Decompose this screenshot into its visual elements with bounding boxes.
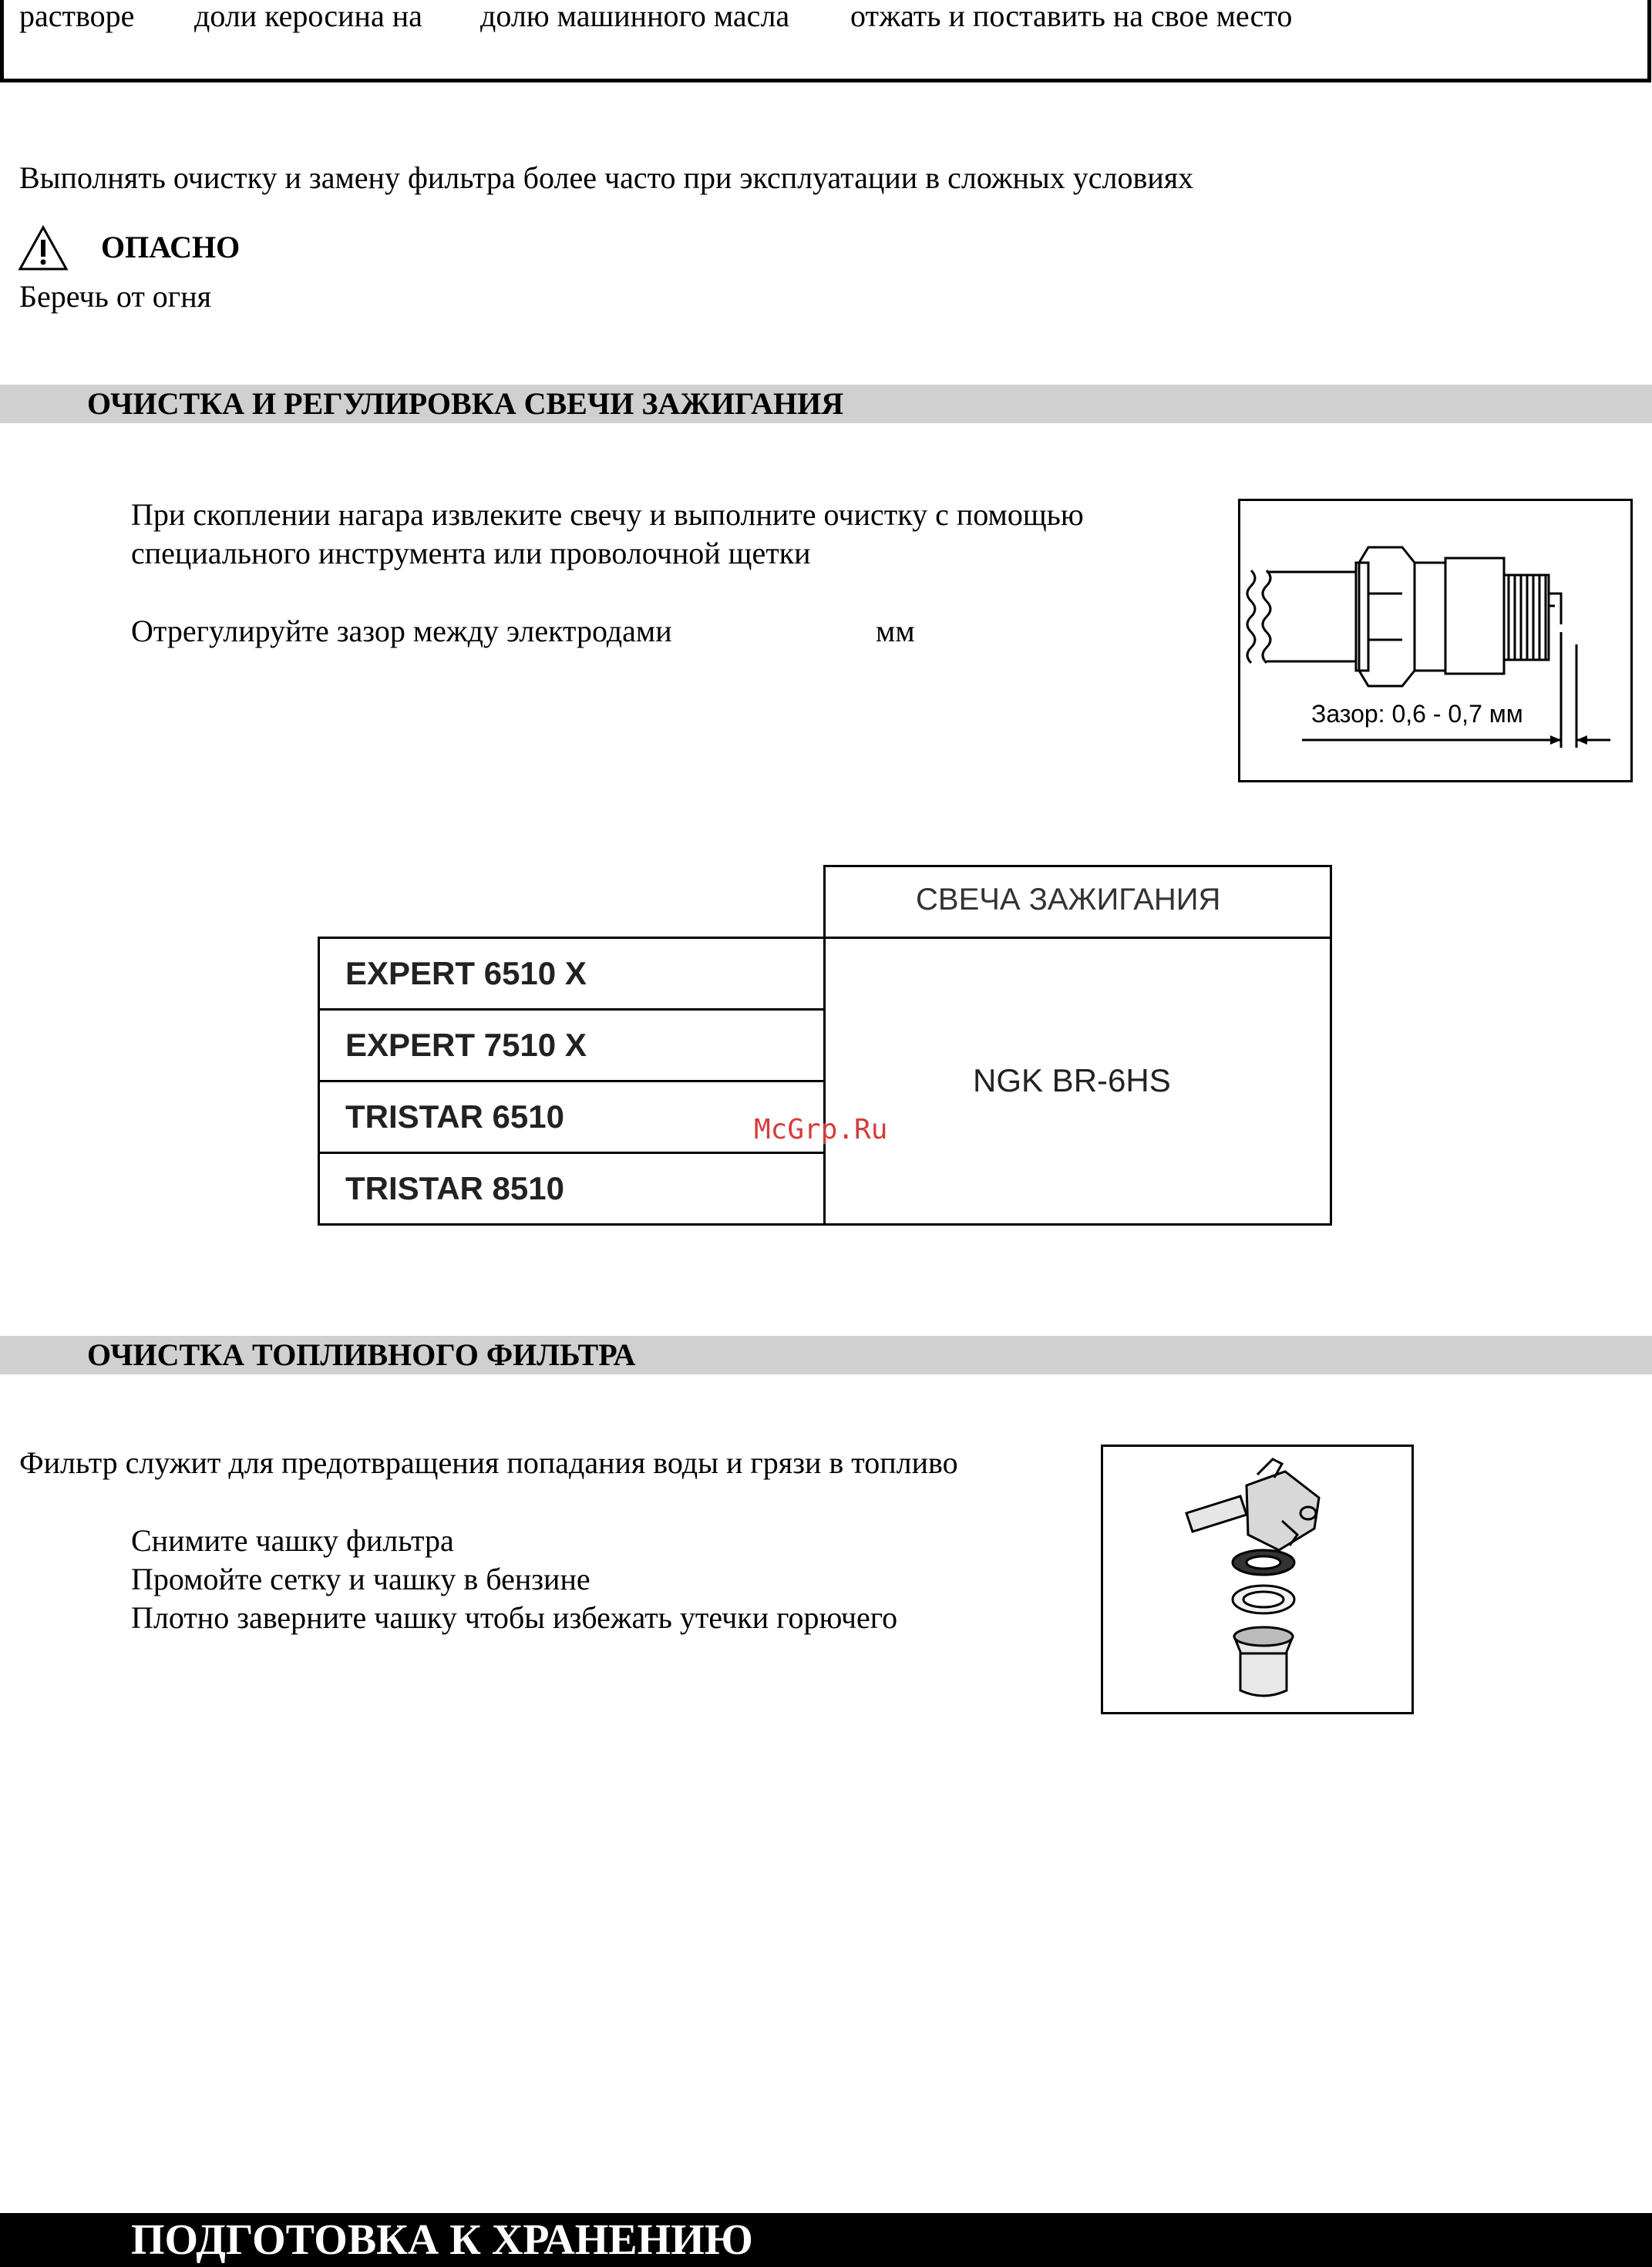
footer-bar	[0, 2213, 1652, 2267]
spark-instruction-line2: специального инструмента или проволочной щетки	[131, 536, 811, 570]
fuel-step-1: Снимите чашку фильтра	[131, 1523, 454, 1558]
top-segment-3: долю машинного масла	[480, 0, 790, 33]
table-header: СВЕЧА ЗАЖИГАНИЯ	[916, 883, 1221, 917]
fuel-step-3: Плотно заверните чашку чтобы избежать утечки горючего	[131, 1600, 898, 1635]
fuel-section-header	[0, 1336, 1652, 1374]
table-value: NGK BR-6HS	[973, 1062, 1171, 1098]
table-row-model: TRISTAR 6510	[345, 1098, 564, 1135]
top-segment-2: доли керосина на	[194, 0, 422, 33]
gap-instruction: Отрегулируйте зазор между электродами	[131, 614, 672, 648]
air-filter-note: Выполнять очистку и замену фильтра более часто при эксплуатации в сложных условиях	[19, 160, 1194, 195]
footer-title: ПОДГОТОВКА К ХРАНЕНИЮ	[131, 2216, 753, 2264]
watermark: McGrp.Ru	[754, 1114, 888, 1145]
warning-triangle-icon	[17, 224, 69, 272]
spark-section-title: ОЧИСТКА И РЕГУЛИРОВКА СВЕЧИ ЗАЖИГАНИЯ	[87, 386, 844, 421]
gap-caption: Зазор: 0,6 - 0,7 мм	[1311, 700, 1523, 728]
table-row-model: EXPERT 6510 X	[345, 955, 587, 991]
fuel-filter-drawing	[1103, 1447, 1411, 1712]
top-segment-4: отжать и поставить на свое место	[850, 0, 1293, 33]
table-row-model: EXPERT 7510 X	[345, 1027, 587, 1063]
gap-unit: мм	[876, 614, 915, 648]
danger-title: ОПАСНО	[101, 230, 241, 264]
table-row-model: TRISTAR 8510	[345, 1170, 564, 1206]
danger-text: Беречь от огня	[19, 279, 212, 314]
top-text-box	[0, 0, 1651, 82]
spark-plug-table	[318, 865, 1332, 1226]
fuel-section-title: ОЧИСТКА ТОПЛИВНОГО ФИЛЬТРА	[87, 1337, 636, 1372]
spark-instruction-line1: При скоплении нагара извлеките свечу и выполните очистку с помощью	[131, 497, 1084, 532]
spark-plug-drawing	[1240, 501, 1630, 780]
fuel-step-2: Промойте сетку и чашку в бензине	[131, 1562, 590, 1596]
top-segment-1: растворе	[19, 0, 135, 33]
spark-plug-figure	[1238, 499, 1633, 782]
fuel-intro: Фильтр служит для предотвращения попадания воды и грязи в топливо	[19, 1445, 958, 1480]
spark-section-header	[0, 385, 1652, 423]
fuel-filter-figure	[1101, 1445, 1414, 1714]
